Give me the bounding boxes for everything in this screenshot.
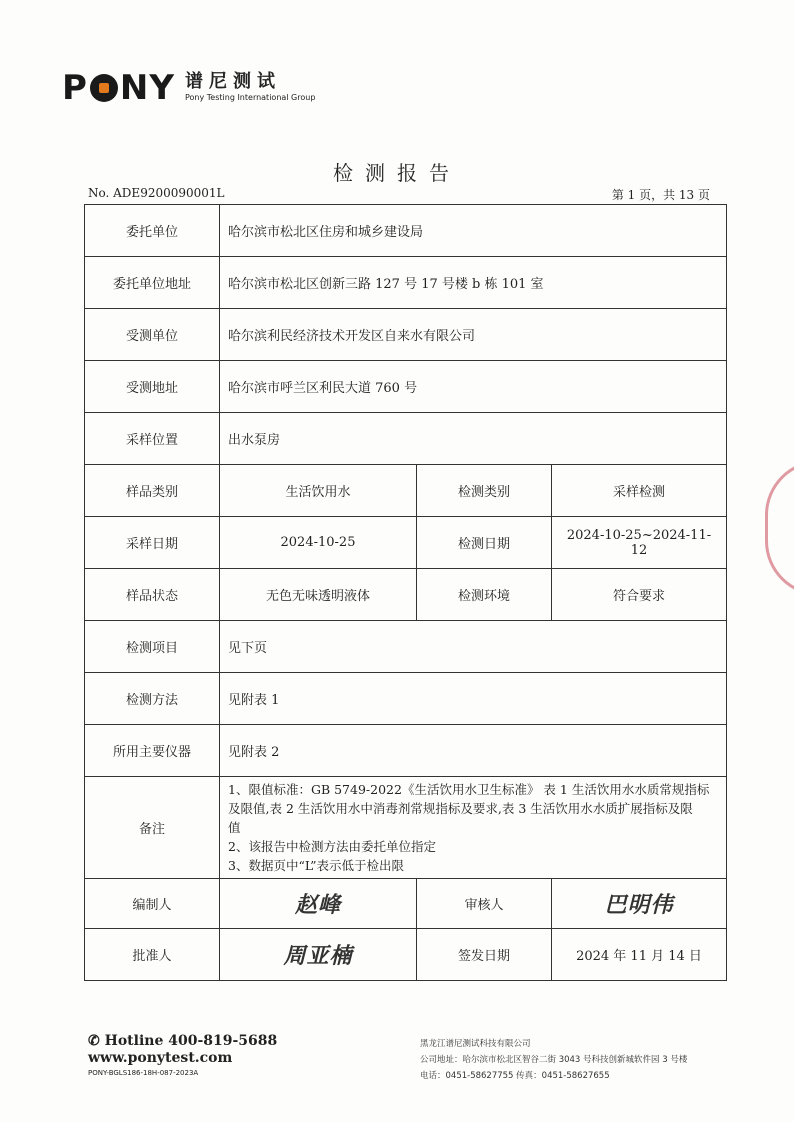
approver-sig: 周亚楠 bbox=[283, 943, 353, 969]
table-row bbox=[85, 413, 727, 465]
remark-line: 3、数据页中“L”表示低于检出限 bbox=[228, 858, 405, 873]
report-title: 检测报告 bbox=[333, 161, 461, 185]
test-date-value: 2024-10-25~2024-11-12 bbox=[552, 517, 727, 569]
test-type-value: 采样检测 bbox=[552, 465, 727, 517]
issue-date-label: 签发日期 bbox=[417, 929, 552, 981]
hotline: ✆ Hotline 400-819-5688 bbox=[88, 1033, 278, 1049]
tested-unit-label: 受测单位 bbox=[85, 309, 220, 361]
test-environment-value: 符合要求 bbox=[552, 569, 727, 621]
approver-signature bbox=[220, 929, 417, 981]
sample-date-value: 2024-10-25 bbox=[220, 517, 417, 569]
table-row bbox=[85, 309, 727, 361]
remark-line: 值 bbox=[228, 820, 241, 835]
client-address-label: 委托单位地址 bbox=[85, 257, 220, 309]
test-date-label: 检测日期 bbox=[417, 517, 552, 569]
client-label: 委托单位 bbox=[85, 205, 220, 257]
sample-location-value: 出水泵房 bbox=[220, 413, 727, 465]
prepared-by-signature bbox=[220, 879, 417, 929]
table-row bbox=[85, 621, 727, 673]
prepared-by-label: 编制人 bbox=[85, 879, 220, 929]
company-address: 公司地址：哈尔滨市松北区智谷二街 3043 号科技创新城软件园 3 号楼 bbox=[420, 1055, 688, 1065]
remark-line: 及限值,表 2 生活饮用水中消毒剂常规指标及要求,表 3 生活饮用水水质扩展指标及限 bbox=[228, 801, 693, 816]
client-address-value: 哈尔滨市松北区创新三路 127 号 17 号楼 b 栋 101 室 bbox=[220, 257, 727, 309]
remarks-value bbox=[220, 777, 727, 879]
reviewer-label: 审核人 bbox=[417, 879, 552, 929]
issue-date-value: 2024 年 11 月 14 日 bbox=[552, 929, 727, 981]
website: www.ponytest.com bbox=[88, 1050, 233, 1066]
table-row bbox=[85, 777, 727, 879]
tested-address-label: 受测地址 bbox=[85, 361, 220, 413]
approver-label: 批准人 bbox=[85, 929, 220, 981]
test-environment-label: 检测环境 bbox=[417, 569, 552, 621]
company-logo bbox=[62, 70, 315, 106]
page-info: 第 1 页，共 13 页 bbox=[611, 188, 710, 202]
table-row bbox=[85, 517, 727, 569]
company-name: 黑龙江谱尼测试科技有限公司 bbox=[420, 1039, 531, 1049]
table-row bbox=[85, 257, 727, 309]
sample-date-label: 采样日期 bbox=[85, 517, 220, 569]
prepared-signature: 赵峰 bbox=[294, 892, 341, 918]
logo-o-icon bbox=[90, 74, 118, 102]
remarks-label: 备注 bbox=[85, 777, 220, 879]
tested-address-value: 哈尔滨市呼兰区利民大道 760 号 bbox=[220, 361, 727, 413]
remark-line: 1、限值标准：GB 5749-2022《生活饮用水卫生标准》 表 1 生活饮用水水质常规指标 bbox=[228, 782, 710, 797]
instruments-value: 见附表 2 bbox=[220, 725, 727, 777]
sample-location-label: 采样位置 bbox=[85, 413, 220, 465]
seal-stamp bbox=[765, 460, 794, 596]
table-row bbox=[85, 569, 727, 621]
document-code: PONY-BGLS186-18H-087-2023A bbox=[88, 1069, 199, 1077]
sample-type-value: 生活饮用水 bbox=[220, 465, 417, 517]
reviewer-signature bbox=[552, 879, 727, 929]
client-value: 哈尔滨市松北区住房和城乡建设局 bbox=[220, 205, 727, 257]
company-phone: 电话：0451-58627755 传真：0451-58627655 bbox=[420, 1071, 610, 1081]
logo-mark: P NY bbox=[62, 68, 175, 108]
reviewer-sig: 巴明伟 bbox=[604, 892, 674, 918]
report-info-table bbox=[84, 204, 727, 981]
footer-company-info bbox=[420, 1036, 687, 1084]
table-row bbox=[85, 205, 727, 257]
test-items-label: 检测项目 bbox=[85, 621, 220, 673]
table-row bbox=[85, 879, 727, 929]
report-number: No. ADE9200090001L bbox=[88, 186, 225, 200]
table-row bbox=[85, 465, 727, 517]
table-row bbox=[85, 725, 727, 777]
test-method-label: 检测方法 bbox=[85, 673, 220, 725]
sample-state-label: 样品状态 bbox=[85, 569, 220, 621]
footer-contact bbox=[88, 1033, 277, 1079]
sample-state-value: 无色无味透明液体 bbox=[220, 569, 417, 621]
table-row bbox=[85, 929, 727, 981]
instruments-label: 所用主要仪器 bbox=[85, 725, 220, 777]
test-items-value: 见下页 bbox=[220, 621, 727, 673]
logo-english-name: Pony Testing International Group bbox=[185, 93, 316, 102]
table-row bbox=[85, 361, 727, 413]
table-row bbox=[85, 673, 727, 725]
test-method-value: 见附表 1 bbox=[220, 673, 727, 725]
test-type-label: 检测类别 bbox=[417, 465, 552, 517]
remark-line: 2、该报告中检测方法由委托单位指定 bbox=[228, 839, 436, 854]
tested-unit-value: 哈尔滨利民经济技术开发区自来水有限公司 bbox=[220, 309, 727, 361]
logo-chinese-name: 谱尼测试 bbox=[185, 71, 281, 92]
sample-type-label: 样品类别 bbox=[85, 465, 220, 517]
